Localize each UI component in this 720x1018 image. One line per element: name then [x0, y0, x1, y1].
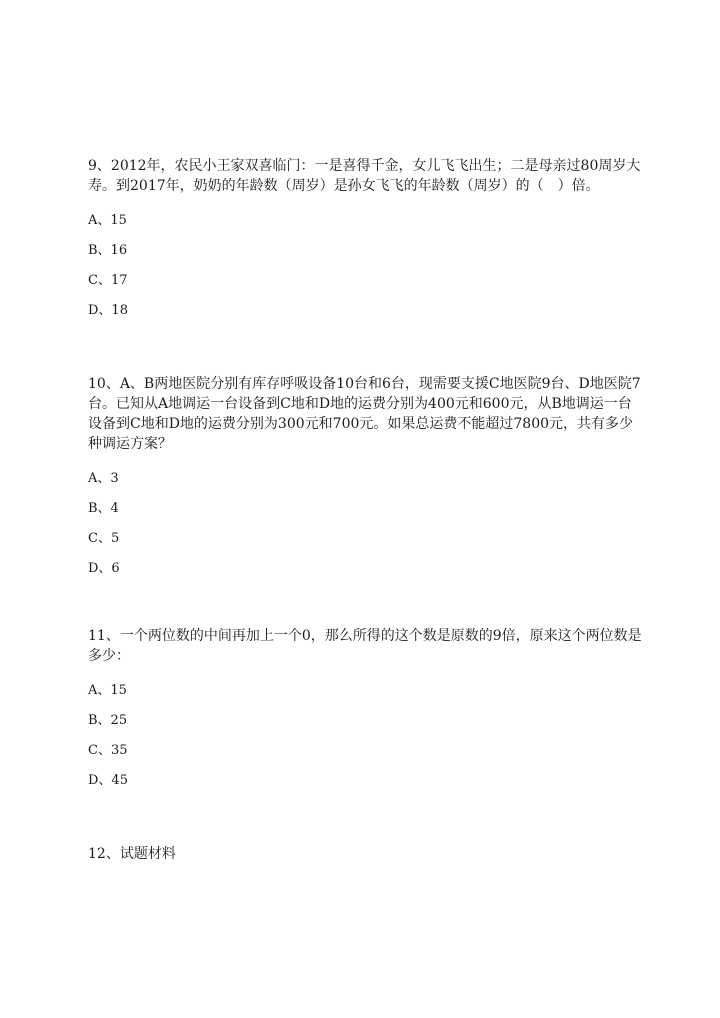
option-d: D、18	[88, 303, 128, 318]
option-b: B、16	[88, 243, 128, 258]
question-12	[88, 844, 644, 864]
option-c: C、17	[88, 273, 128, 288]
option-c: C、5	[88, 531, 120, 546]
option-b: B、4	[88, 501, 119, 516]
option-list	[88, 464, 644, 584]
question-10	[88, 374, 644, 584]
option-list	[88, 676, 644, 796]
question-stem: 10、A、B两地医院分别有库存呼吸设备10台和6台，现需要支援C地医院9台、D地医院7台。已知从A地调运一台设备到C地和D地的运费分别为400元和600元，从B地调运一台设备到C地和D地的运费分别为300元和700元。如果总运费不能超过7800元，共有多少种调运方案？	[88, 376, 641, 452]
option-d: D、6	[88, 561, 120, 576]
option-b: B、25	[88, 713, 128, 728]
question-stem: 12、试题材料	[88, 846, 176, 862]
question-9	[88, 156, 644, 326]
option-a: A、15	[88, 213, 127, 228]
question-11	[88, 626, 644, 796]
question-stem: 9、2012年，农民小王家双喜临门：一是喜得千金，女儿飞飞出生；二是母亲过80周岁大寿。到2017年，奶奶的年龄数（周岁）是孙女飞飞的年龄数（周岁）的（ ）倍。	[88, 158, 641, 194]
question-stem: 11、一个两位数的中间再加上一个0，那么所得的这个数是原数的9倍，原来这个两位数是多少：	[88, 628, 642, 664]
option-list	[88, 206, 644, 326]
option-c: C、35	[88, 743, 128, 758]
option-a: A、3	[88, 471, 119, 486]
option-a: A、15	[88, 683, 127, 698]
option-d: D、45	[88, 773, 128, 788]
